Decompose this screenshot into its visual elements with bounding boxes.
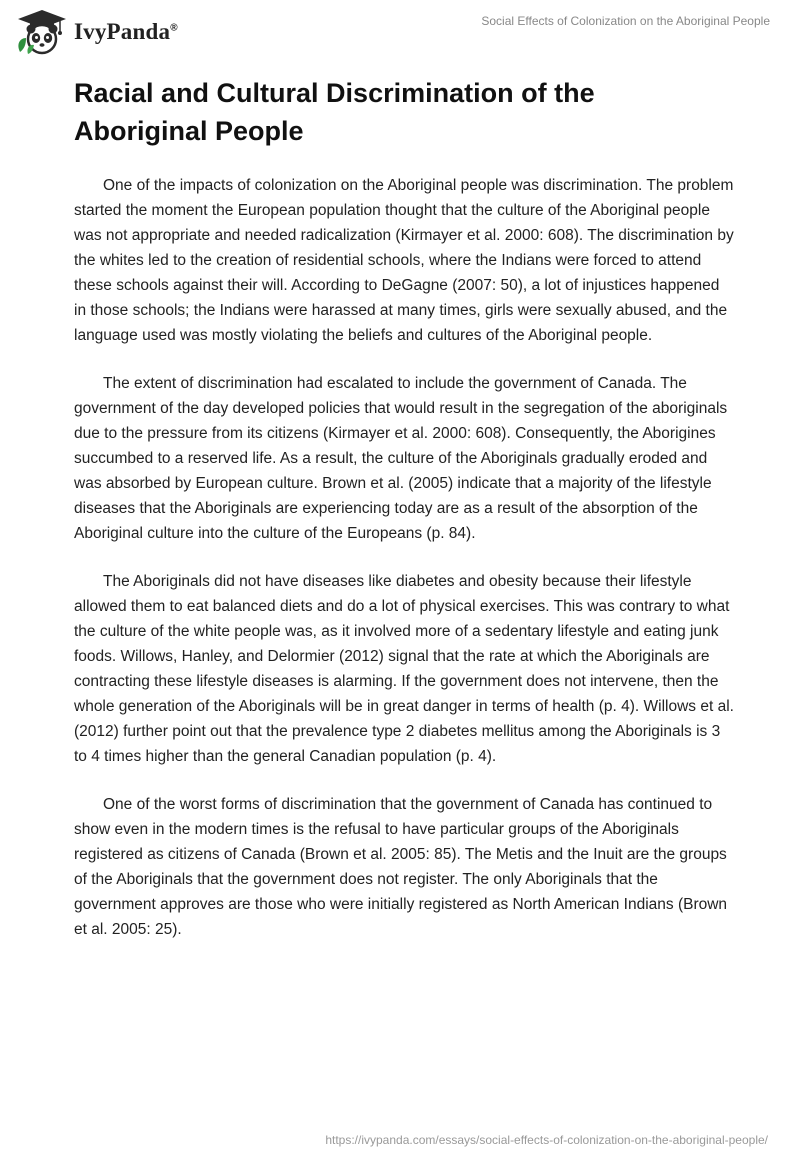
paragraph: The extent of discrimination had escalated to include the government of Canada. The government of the day developed policies that would result in the segregation of the aboriginals due to the pressure from its citizens (Kirmayer et al. 2000: 608). Consequently, the Aborigines succumbed to a reserved life. As a result, the culture of the Aboriginals gradually eroded and was absorbed by European culture. Brown et al. (2005) indicate that a majority of the lifestyle diseases that the Aboriginals are experiencing today are as a result of the absorption of the Aboriginal culture into the culture of the Europeans (p. 84). <box>74 375 728 542</box>
registered-mark: ® <box>170 22 178 34</box>
article-body <box>74 173 734 965</box>
paragraph: The Aboriginals did not have diseases like diabetes and obesity because their lifestyle allowed them to eat balanced diets and do a lot of physical exercises. This was contrary to what the culture of the white people was, as it involved more of a sedentary lifestyle and eating junk foods. Willows, Hanley, and Delormier (2012) signal that the rate at which the Aboriginals are contracting these lifestyle diseases is alarming. If the government does not intervene, then the whole generation of the Aboriginals will be in great danger in terms of health (p. 4). Willows et al. (2012) further point out that the prevalence type 2 diabetes mellitus among the Aboriginals is 3 to 4 times higher than the general Canadian population (p. 4). <box>74 573 734 765</box>
brand-name: IvyPanda® <box>74 19 178 44</box>
ivypanda-logo[interactable] <box>14 8 178 56</box>
paragraph: One of the impacts of colonization on the Aboriginal people was discrimination. The problem started the moment the European population thought that the culture of the Aboriginal people was not appropriate and needed radicalization (Kirmayer et al. 2000: 608). The discrimination by the whites led to the creation of residential schools, where the Indians were forced to attend these schools against their will. According to DeGagne (2007: 50), a lot of injustices happened in those schools; the Indians were harassed at many times, girls were sexually abused, and the language used was mostly violating the beliefs and cultures of the Aboriginal people. <box>74 177 734 344</box>
document-header-title: Social Effects of Colonization on the Aboriginal People <box>481 14 770 28</box>
page-header <box>0 0 800 66</box>
source-url[interactable]: https://ivypanda.com/essays/social-effects-of-colonization-on-the-aboriginal-people/ <box>325 1133 768 1147</box>
section-title: Racial and Cultural Discrimination of the Aboriginal People <box>74 78 595 146</box>
paragraph: One of the worst forms of discrimination that the government of Canada has continued to show even in the modern times is the refusal to have particular groups of the Aboriginals registered as citizens of Canada (Brown et al. 2005: 85). The Metis and the Inuit are the groups of the Aboriginals that the government does not register. The only Aboriginals that the government approves are those who were initially registered as North American Indians (Brown et al. 2005: 25). <box>74 796 728 938</box>
panda-graduate-icon <box>14 8 70 56</box>
